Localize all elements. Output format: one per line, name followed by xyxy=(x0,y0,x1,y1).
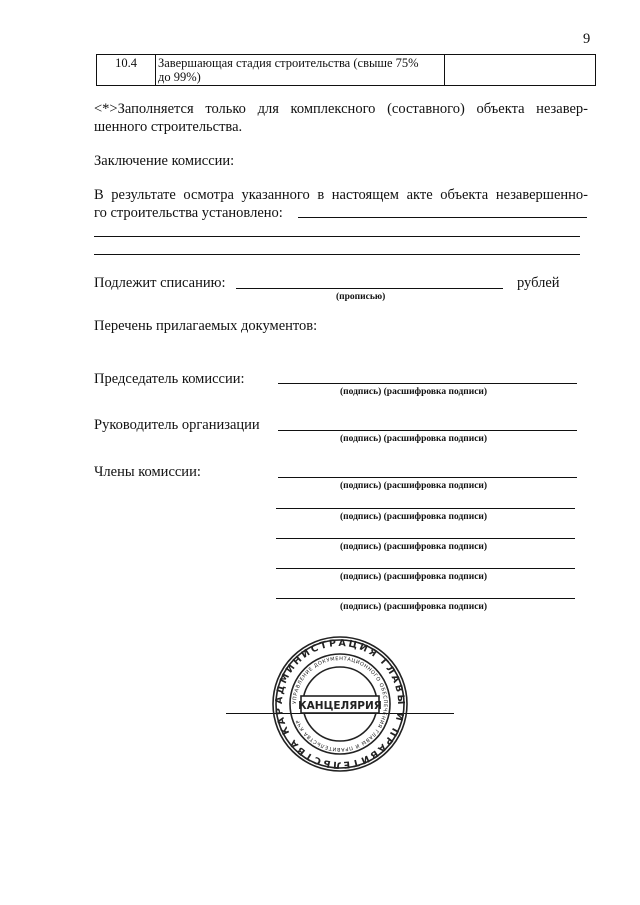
signature-caption: (подпись) (расшифровка подписи) xyxy=(340,602,488,612)
signature-caption: (подпись) (расшифровка подписи) xyxy=(340,542,488,552)
svg-text:АДМИНИСТРАЦИЯ ГЛАВЫ И ПРАВИТЕЛ: АДМИНИСТРАЦИЯ ГЛАВЫ И ПРАВИТЕЛЬСТВА КАР xyxy=(273,637,407,771)
head-signature-line xyxy=(278,430,577,431)
signature-caption: (подпись) (расшифровка подписи) xyxy=(340,387,488,397)
table-cell-description xyxy=(156,55,445,86)
documents-label: Перечень прилагаемых документов: xyxy=(94,318,318,334)
result-line: го строительства установлено: xyxy=(94,205,283,221)
writeoff-caption: (прописью) xyxy=(336,292,386,302)
footnote-line: шенного строительства. xyxy=(94,119,243,135)
page-number: 9 xyxy=(583,31,591,47)
signature-caption: (подпись) (расшифровка подписи) xyxy=(340,572,488,582)
table-row xyxy=(97,55,596,86)
chairman-label: Председатель комиссии: xyxy=(94,371,245,387)
table-cell-value xyxy=(445,55,596,86)
member-signature-line xyxy=(278,477,577,478)
members-label: Члены комиссии: xyxy=(94,464,201,480)
stamp-center-text: КАНЦЕЛЯРИЯ xyxy=(298,700,382,712)
member-signature-line xyxy=(276,508,575,509)
signature-caption: (подпись) (расшифровка подписи) xyxy=(340,434,488,444)
table-desc-line: Завершающая стадия строительства (свыше 75% xyxy=(158,56,419,70)
result-input-line xyxy=(298,217,587,218)
signature-caption: (подпись) (расшифровка подписи) xyxy=(340,481,488,491)
progress-table xyxy=(96,54,596,86)
result-input-line xyxy=(94,254,580,255)
table-desc-line: до 99%) xyxy=(158,70,201,84)
office-stamp xyxy=(270,634,410,774)
member-signature-line xyxy=(276,538,575,539)
table-cell-number: 10.4 xyxy=(97,55,156,86)
footnote-line: <*>Заполняется только для комплексного (составного) объекта незавер- xyxy=(94,101,588,117)
head-label: Руководитель организации xyxy=(94,417,260,433)
conclusion-heading: Заключение комиссии: xyxy=(94,153,235,169)
svg-text:УПРАВЛЕНИЕ ДОКУМЕНТАЦИОННОГО О: УПРАВЛЕНИЕ ДОКУМЕНТАЦИОННОГО ОБЕСПЕЧЕНИЯ ГЛАВЫ И ПРАВИТЕЛЬСТВА КЧР xyxy=(291,655,389,753)
writeoff-unit: рублей xyxy=(517,275,560,291)
chairman-signature-line xyxy=(278,383,577,384)
writeoff-label: Подлежит списанию: xyxy=(94,275,226,291)
writeoff-amount-line xyxy=(236,288,503,289)
signature-caption: (подпись) (расшифровка подписи) xyxy=(340,512,488,522)
member-signature-line xyxy=(276,598,575,599)
result-line: В результате осмотра указанного в настоящем акте объекта незавершенно- xyxy=(94,187,588,203)
member-signature-line xyxy=(276,568,575,569)
result-input-line xyxy=(94,236,580,237)
